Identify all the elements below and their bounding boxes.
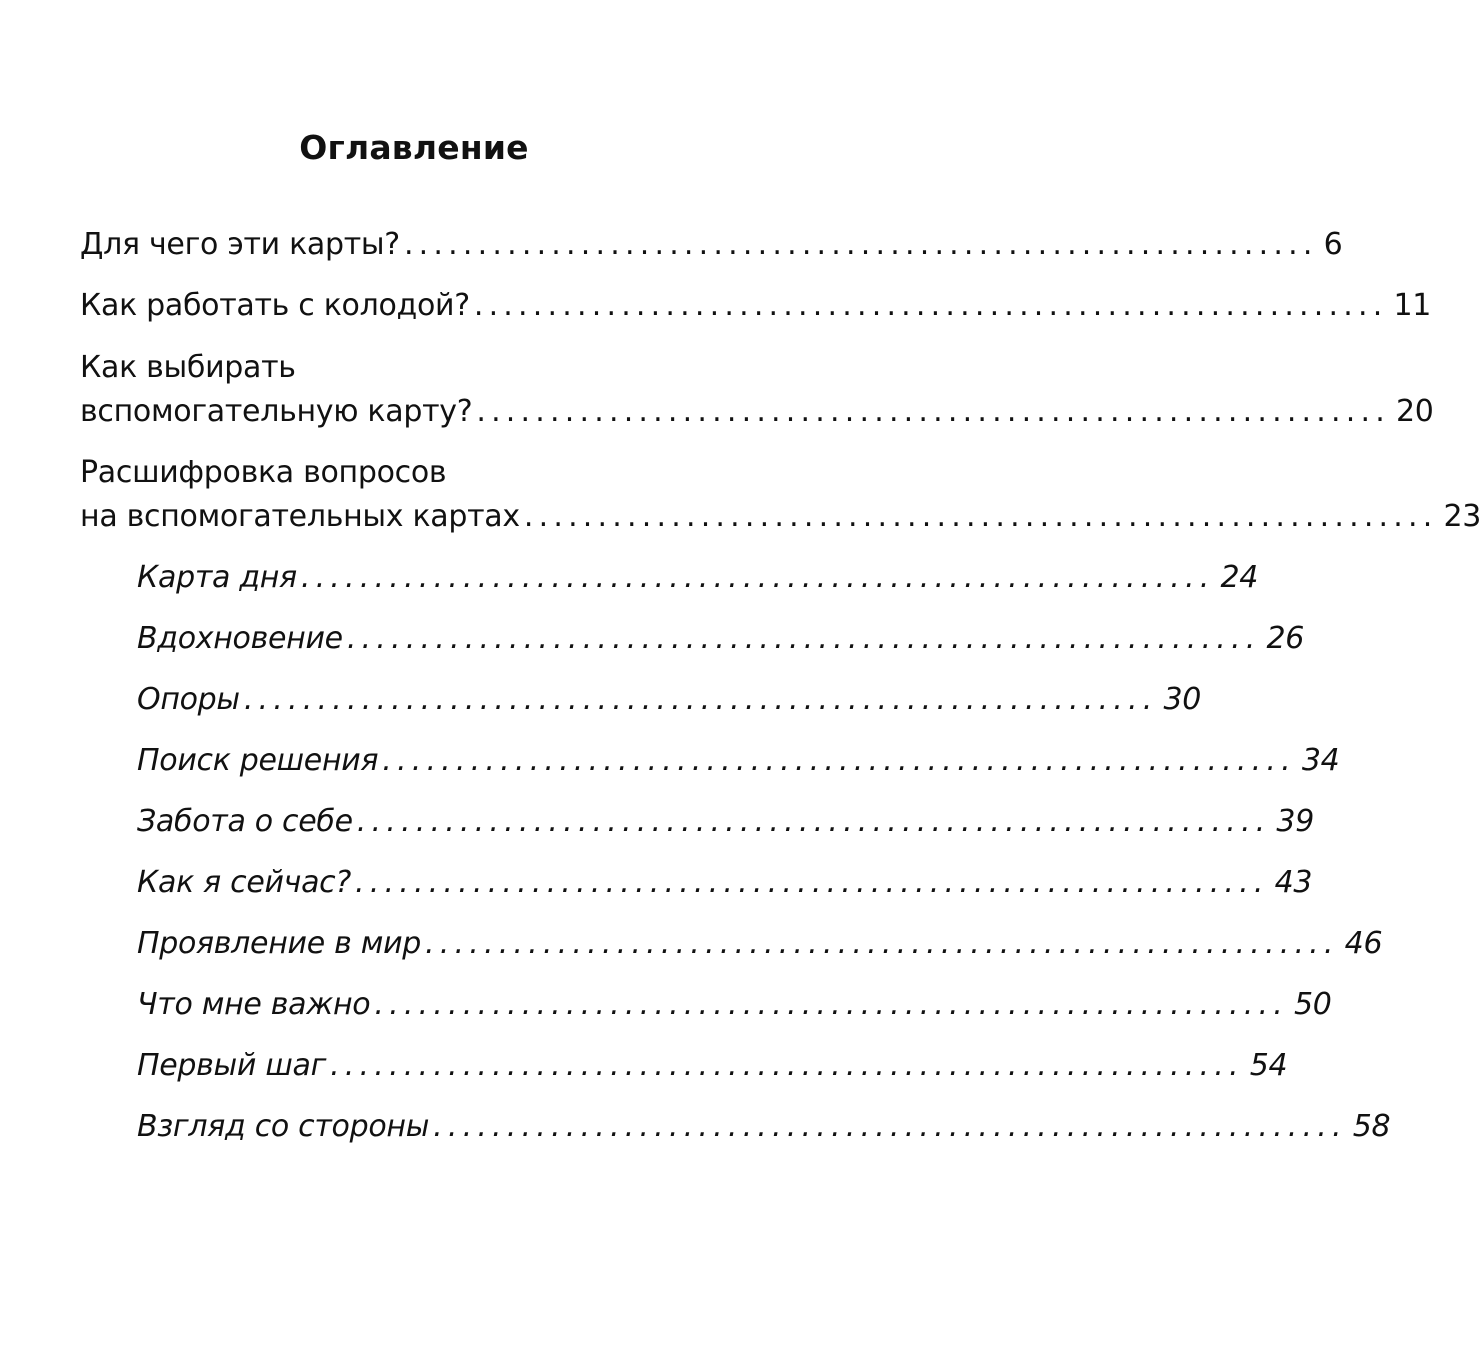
toc-page-number: 54 bbox=[1249, 1048, 1288, 1083]
toc-subentry-title: Что мне важно bbox=[137, 987, 371, 1022]
toc-entry-title-line1: Как выбирать bbox=[80, 350, 296, 385]
dot-leader: .............................................................. bbox=[330, 1048, 1244, 1083]
dot-leader: .............................................................. bbox=[433, 1109, 1347, 1144]
toc-page-number: 20 bbox=[1395, 394, 1434, 429]
toc-subentry-supports[interactable] bbox=[137, 678, 1202, 722]
toc-entry-why-cards[interactable] bbox=[80, 223, 1343, 267]
dot-leader: .............................................................. bbox=[374, 987, 1288, 1022]
toc-subentry-what-matters[interactable] bbox=[137, 983, 1332, 1027]
dot-leader: .............................................................. bbox=[243, 682, 1158, 717]
toc-page-number: 50 bbox=[1293, 987, 1332, 1022]
toc-subentry-title: Взгляд со стороны bbox=[137, 1109, 430, 1144]
toc-subentry-title: Забота о себе bbox=[137, 804, 353, 839]
toc-subentry-outside-view[interactable] bbox=[137, 1105, 1391, 1149]
toc-page-number: 23 bbox=[1443, 499, 1481, 534]
toc-page-number: 39 bbox=[1276, 804, 1314, 839]
toc-page-number: 58 bbox=[1352, 1109, 1391, 1144]
toc-entry-how-to-work[interactable] bbox=[80, 284, 1432, 328]
toc-subentry-search-solution[interactable] bbox=[137, 739, 1340, 783]
page-title: Оглавление bbox=[299, 128, 529, 167]
toc-subentry-first-step[interactable] bbox=[137, 1044, 1288, 1088]
toc-page-number: 34 bbox=[1301, 743, 1340, 778]
toc-page-number: 26 bbox=[1266, 621, 1305, 656]
toc-page-number: 11 bbox=[1393, 288, 1432, 323]
dot-leader: .............................................................. bbox=[473, 288, 1388, 323]
toc-entry-title-line1: Расшифровка вопросов bbox=[80, 455, 447, 490]
toc-subentry-card-of-day[interactable] bbox=[137, 556, 1259, 600]
toc-entry-title: Для чего эти карты? bbox=[80, 227, 400, 262]
toc-entry-title: на вспомогательных картах bbox=[80, 499, 520, 534]
dot-leader: .............................................................. bbox=[346, 621, 1261, 656]
dot-leader: .............................................................. bbox=[356, 804, 1271, 839]
toc-subentry-title: Вдохновение bbox=[137, 621, 343, 656]
toc-entry-title: вспомогательную карту? bbox=[80, 394, 473, 429]
dot-leader: .............................................................. bbox=[476, 394, 1390, 429]
toc-entry-decoding-questions[interactable] bbox=[80, 451, 1481, 539]
toc-subentry-title: Поиск решения bbox=[137, 743, 379, 778]
toc-entry-title: Как работать с колодой? bbox=[80, 288, 470, 323]
toc-page-number: 30 bbox=[1163, 682, 1202, 717]
toc-page-number: 46 bbox=[1344, 926, 1383, 961]
toc-subentry-self-care[interactable] bbox=[137, 800, 1314, 844]
toc-subentry-title: Опоры bbox=[137, 682, 240, 717]
toc-subentry-how-am-i[interactable] bbox=[137, 861, 1313, 905]
dot-leader: .............................................................. bbox=[300, 560, 1215, 595]
dot-leader: .............................................................. bbox=[355, 865, 1269, 900]
dot-leader: .............................................................. bbox=[382, 743, 1296, 778]
dot-leader: .............................................................. bbox=[403, 227, 1318, 262]
dot-leader: .............................................................. bbox=[523, 499, 1438, 534]
toc-subentry-title: Проявление в мир bbox=[137, 926, 422, 961]
toc-subentry-manifestation[interactable] bbox=[137, 922, 1383, 966]
dot-leader: .............................................................. bbox=[425, 926, 1339, 961]
toc-page-number: 6 bbox=[1323, 227, 1343, 262]
toc-entry-choose-card[interactable] bbox=[80, 346, 1434, 434]
toc-page-number: 24 bbox=[1220, 560, 1259, 595]
toc-subentry-title: Карта дня bbox=[137, 560, 297, 595]
toc-subentry-title: Как я сейчас? bbox=[137, 865, 351, 900]
toc-subentry-title: Первый шаг bbox=[137, 1048, 327, 1083]
toc-subentry-inspiration[interactable] bbox=[137, 617, 1305, 661]
toc-page-number: 43 bbox=[1274, 865, 1313, 900]
